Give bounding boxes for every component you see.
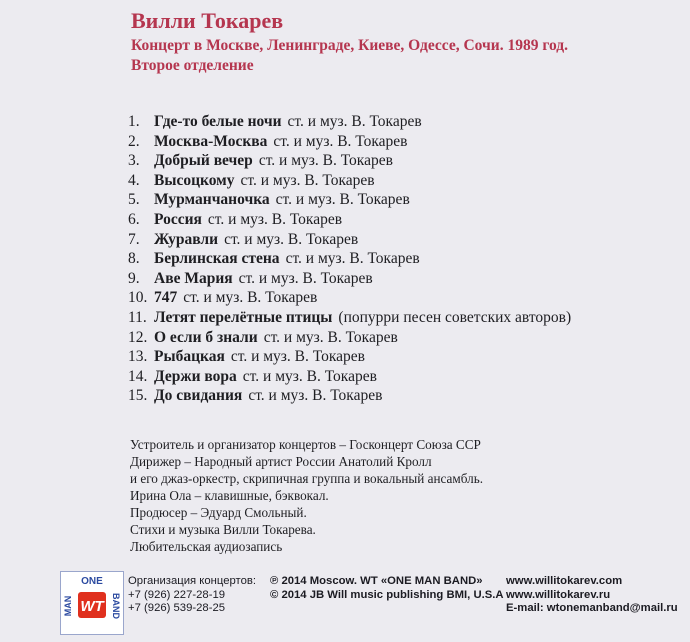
track-credit: (попурри песен советских авторов) (338, 308, 572, 326)
track-number: 6. (128, 210, 140, 228)
track-row (128, 112, 571, 132)
track-row (128, 347, 571, 367)
part-subtitle: Второе отделение (131, 57, 254, 74)
track-credit: ст. и муз. В. Токарев (273, 132, 408, 150)
track-title: 747 (154, 289, 178, 307)
track-title: Берлинская стена (154, 250, 280, 268)
track-title: Рыбацкая (154, 348, 225, 366)
phone-number: +7 (926) 227-28-19 (128, 588, 226, 601)
one-man-band-logo (60, 571, 124, 635)
track-row (128, 386, 571, 406)
logo-word-top: ONE (81, 576, 103, 587)
track-number: 15. (128, 387, 148, 405)
track-row (128, 151, 571, 171)
track-number: 7. (128, 230, 140, 248)
credit-line: и его джаз-оркестр, скрипичная группа и вокальный ансамбль. (130, 471, 484, 486)
track-credit: ст. и муз. В. Токарев (207, 210, 343, 228)
track-title: Аве Мария (154, 269, 233, 287)
web-contacts (506, 575, 678, 616)
track-row (128, 230, 571, 250)
org-contacts (128, 575, 256, 616)
track-credit: ст. и муз. В. Токарев (263, 328, 398, 346)
credit-line: Любительская аудиозапись (130, 539, 283, 554)
publishing-copyright: © 2014 JB Will music publishing BMI, U.S.A (270, 588, 504, 601)
track-title: Россия (154, 210, 202, 228)
track-credit: ст. и муз. В. Токарев (287, 113, 422, 130)
logo-mark (61, 572, 123, 634)
track-title: Держи вора (154, 367, 237, 385)
footer (0, 563, 690, 642)
track-title: Высоцкому (154, 171, 235, 189)
track-credit: ст. и муз. В. Токарев (248, 387, 383, 405)
credit-line: Ирина Ола – клавишные, бэквокал. (130, 488, 329, 503)
tracklist (128, 112, 571, 406)
track-row (128, 367, 571, 387)
credit-line: Дирижер – Народный артист России Анатолий Кролл (130, 454, 432, 469)
track-row (128, 210, 571, 230)
track-row (128, 249, 571, 269)
artist-name: Вилли Токарев (131, 8, 284, 33)
header (131, 7, 568, 76)
track-title: Летят перелётные птицы (154, 308, 333, 326)
website-link[interactable]: www.willitokarev.com (506, 575, 623, 587)
org-label: Организация концертов: (128, 575, 256, 587)
phonogram-copyright: ℗ 2014 Moscow. WT «ONE MAN BAND» (270, 575, 483, 587)
track-row (128, 269, 571, 289)
track-number: 5. (128, 191, 140, 209)
track-credit: ст. и муз. В. Токарев (285, 250, 420, 268)
track-row (128, 190, 571, 210)
track-number: 12. (128, 328, 148, 346)
track-credit: ст. и муз. В. Токарев (230, 348, 365, 366)
track-credit: ст. и муз. В. Токарев (224, 230, 359, 248)
track-credit: ст. и муз. В. Токарев (238, 269, 373, 287)
logo-word-right: BAND (111, 593, 121, 619)
track-number: 14. (128, 367, 148, 385)
phone-number: +7 (926) 539-28-25 (128, 602, 226, 614)
track-row (128, 308, 571, 328)
logo-center-text: WT (80, 598, 104, 615)
track-title: Добрый вечер (154, 152, 253, 170)
track-title: О если б знали (154, 328, 258, 346)
track-number: 4. (128, 171, 140, 189)
track-number: 2. (128, 132, 140, 150)
track-number: 1. (128, 113, 140, 130)
track-title: Журавли (154, 230, 219, 248)
track-row (128, 288, 571, 308)
concert-title: Концерт в Москве, Ленинграде, Киеве, Одессе, Сочи. 1989 год. (131, 37, 568, 54)
liner-credits (130, 436, 483, 555)
credit-line: Устроитель и организатор концертов – Госконцерт Союза ССР (130, 437, 481, 452)
track-row (128, 132, 571, 152)
track-title: Москва-Москва (154, 132, 268, 150)
copyright-block (270, 575, 504, 602)
track-number: 10. (128, 289, 148, 307)
track-row (128, 328, 571, 348)
track-credit: ст. и муз. В. Токарев (240, 171, 375, 189)
track-number: 3. (128, 152, 140, 170)
website-link[interactable]: www.willitokarev.ru (506, 588, 611, 601)
track-number: 13. (128, 348, 148, 366)
track-row (128, 171, 571, 191)
track-number: 9. (128, 269, 140, 287)
credit-line: Стихи и музыка Вилли Токарева. (130, 522, 316, 537)
track-credit: ст. и муз. В. Токарев (275, 191, 410, 209)
track-number: 8. (128, 250, 140, 268)
track-credit: ст. и муз. В. Токарев (183, 289, 318, 307)
track-title: Мурманчаночка (154, 191, 270, 209)
track-credit: ст. и муз. В. Токарев (258, 152, 393, 170)
track-title: До свидания (154, 387, 243, 405)
track-title: Где-то белые ночи (154, 113, 282, 130)
track-credit: ст. и муз. В. Токарев (242, 367, 377, 385)
logo-word-left: MAN (63, 595, 73, 617)
email-link[interactable]: E-mail: wtonemanband@mail.ru (506, 602, 678, 614)
track-number: 11. (128, 308, 147, 326)
credit-line: Продюсер – Эдуард Смольный. (130, 505, 307, 520)
